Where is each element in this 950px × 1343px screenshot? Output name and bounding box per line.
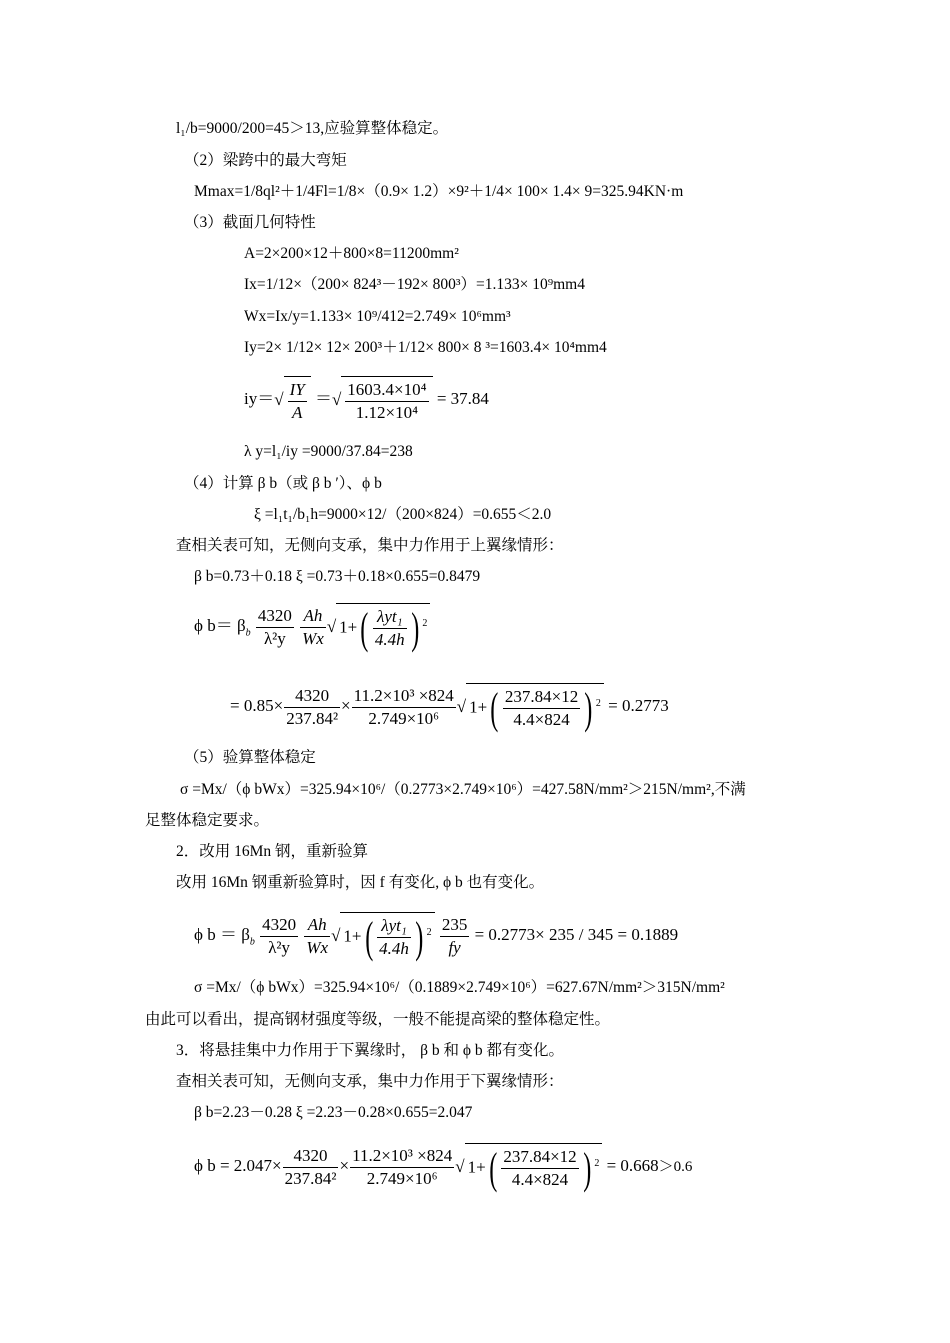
numerator: 11.2×10³ ×824 bbox=[350, 1145, 454, 1168]
sqrt-sign: √ bbox=[456, 697, 467, 716]
eq-result: = 37.84 bbox=[436, 388, 489, 408]
numerator: Ah bbox=[304, 914, 330, 937]
numerator: Ah bbox=[300, 605, 326, 628]
one-plus: 1+ bbox=[467, 1157, 486, 1177]
denominator: 1.12×10⁴ bbox=[355, 403, 419, 422]
text-line: 查相关表可知，无侧向支承，集中力作用于上翼缘情形： bbox=[176, 537, 564, 554]
one-plus: 1+ bbox=[469, 697, 488, 717]
section-heading: （5）验算整体稳定 bbox=[184, 749, 316, 766]
equation-iy bbox=[244, 376, 489, 424]
sqrt-sign: √ bbox=[331, 390, 342, 409]
text-line: 改用 16Mn 钢重新验算时，因 f 有变化, ϕ b 也有变化。 bbox=[176, 874, 545, 891]
denominator: Wx bbox=[302, 628, 324, 648]
eq-lhs: = 0.85× bbox=[230, 695, 284, 715]
text-line: Mmax=1/8ql²＋1/4Fl=1/8×（0.9× 1.2）×9²＋1/4× 100× 1.4× 9=325.94KN·m bbox=[194, 183, 684, 200]
text-line: 查相关表可知，无侧向支承，集中力作用于下翼缘情形： bbox=[176, 1073, 564, 1090]
denominator: λ²y bbox=[263, 628, 286, 648]
equation-phib-lower-flange bbox=[194, 1143, 692, 1191]
denominator: 4.4×824 bbox=[513, 710, 570, 729]
one-plus: 1+ bbox=[343, 926, 362, 946]
exponent: 2 bbox=[426, 926, 432, 938]
text-line: σ =Mx/（ϕ bWx）=325.94×10⁶/（0.1889×2.749×10⁶）=627.67N/mm²＞315N/mm² bbox=[194, 979, 725, 996]
text-line: β b=2.23－0.28 ξ =2.23－0.28×0.655=2.047 bbox=[194, 1104, 473, 1121]
exponent: 2 bbox=[422, 617, 428, 629]
times: × bbox=[339, 1155, 350, 1175]
eq-lhs: ϕ b＝ β bbox=[194, 615, 246, 635]
text-line: 由此可以看出，提高钢材强度等级，一般不能提高梁的整体稳定性。 bbox=[145, 1011, 611, 1028]
denominator: 4.4h bbox=[374, 630, 405, 649]
eq-result: = 0.2773× 235 / 345 = 0.1889 bbox=[474, 924, 679, 944]
subscript: b bbox=[249, 936, 255, 948]
text-line: A=2×200×12＋800×8=11200mm² bbox=[244, 245, 459, 262]
numerator: IY bbox=[288, 379, 307, 402]
text-line: Wx=Ix/y=1.133× 10⁹/412=2.749× 10⁶mm³ bbox=[244, 308, 511, 325]
numerator: 235 bbox=[440, 914, 470, 937]
numerator: 237.84×12 bbox=[501, 1146, 578, 1169]
text-line: σ =Mx/（ϕ bWx）=325.94×10⁶/（0.2773×2.749×10⁶）=427.58N/mm²＞215N/mm²,不满 bbox=[180, 781, 746, 798]
numerator: 237.84×12 bbox=[503, 686, 580, 709]
subscript: b bbox=[245, 627, 251, 639]
text-line: ξ =l₁t₁/b₁h=9000×12/（200×824）=0.655＜2.0 bbox=[254, 506, 552, 523]
numerator: 4320 bbox=[256, 605, 294, 628]
equation-phib-numeric bbox=[230, 683, 669, 731]
numerator: 4320 bbox=[283, 1145, 339, 1168]
section-heading: 2．改用 16Mn 钢，重新验算 bbox=[176, 843, 369, 860]
section-heading: （4）计算 β b（或 β b ′）、ϕ b bbox=[184, 475, 382, 492]
radicand: 1+( λyt₁ 4.4h ) $^2$ bbox=[340, 912, 434, 960]
numerator: 4320 bbox=[260, 914, 298, 937]
denominator: 2.749×10⁶ bbox=[368, 708, 440, 728]
section-heading: 3．将悬挂集中力作用于下翼缘时， β b 和 ϕ b 都有变化。 bbox=[176, 1042, 565, 1059]
radicand: 1+( $\frac{237.84\times 12}{4.4\times 824}$ ) $^2$ bbox=[465, 1143, 603, 1191]
numerator: λyt₁ bbox=[373, 606, 407, 629]
numerator: 4320 bbox=[284, 685, 340, 708]
numerator: 1603.4×10⁴ bbox=[345, 379, 428, 402]
text-line: Ix=1/12×（200× 824³－192× 800³）=1.133× 10⁹mm4 bbox=[244, 276, 585, 293]
eq-lhs: ϕ b = 2.047× bbox=[194, 1155, 282, 1175]
eq-result: = 0.668 bbox=[606, 1155, 659, 1175]
text-line: Iy=2× 1/12× 12× 200³＋1/12× 800× 8 ³=1603.4× 10⁴mm4 bbox=[244, 339, 607, 356]
eq-lhs: ϕ b ＝ β bbox=[194, 924, 250, 944]
text-line: λ y=l₁/iy =9000/37.84=238 bbox=[244, 443, 413, 460]
text-line: β b=0.73＋0.18 ξ =0.73＋0.18×0.655=0.8479 bbox=[194, 568, 481, 585]
denominator: λ²y bbox=[268, 937, 291, 957]
section-heading: （2）梁跨中的最大弯矩 bbox=[184, 152, 347, 169]
eq-sign: ＝ bbox=[314, 388, 332, 408]
numerator: λyt₁ bbox=[377, 915, 411, 938]
exponent: 2 bbox=[595, 697, 601, 709]
radicand bbox=[284, 376, 311, 424]
section-heading: （3）截面几何特性 bbox=[184, 214, 316, 231]
denominator: 2.749×10⁶ bbox=[366, 1168, 438, 1188]
text-line: l₁/b=9000/200=45＞13,应验算整体稳定。 bbox=[176, 120, 449, 137]
exponent: 2 bbox=[594, 1157, 600, 1169]
eq-result: = 0.2773 bbox=[608, 695, 669, 715]
sqrt-sign: √ bbox=[274, 390, 284, 409]
sqrt-sign: √ bbox=[331, 926, 341, 945]
denominator: 4.4h bbox=[379, 939, 409, 958]
eq-tail: ＞0.6 bbox=[658, 1158, 693, 1175]
radicand: 1+( $\frac{237.84\times 12}{4.4\times 824}$ ) $^2$ bbox=[466, 683, 604, 731]
numerator: 11.2×10³ ×824 bbox=[352, 685, 456, 708]
denominator: Wx bbox=[306, 937, 329, 957]
radicand: 1+( λyt₁ 4.4h ) $^2$ bbox=[336, 603, 430, 651]
sqrt-sign: √ bbox=[326, 617, 337, 636]
text-line: 足整体稳定要求。 bbox=[145, 812, 270, 829]
times: × bbox=[341, 695, 351, 715]
eq-lhs: iy＝ bbox=[244, 388, 275, 408]
sqrt-sign: √ bbox=[455, 1157, 465, 1176]
denominator: 237.84² bbox=[284, 1168, 337, 1188]
equation-phib-general bbox=[194, 603, 430, 651]
equation-phib-16mn bbox=[194, 912, 678, 960]
denominator: 237.84² bbox=[286, 708, 339, 728]
one-plus: 1+ bbox=[339, 617, 358, 637]
denominator: 4.4×824 bbox=[511, 1170, 569, 1189]
denominator: fy bbox=[448, 937, 461, 957]
denominator: A bbox=[291, 403, 303, 422]
radicand bbox=[341, 376, 432, 424]
